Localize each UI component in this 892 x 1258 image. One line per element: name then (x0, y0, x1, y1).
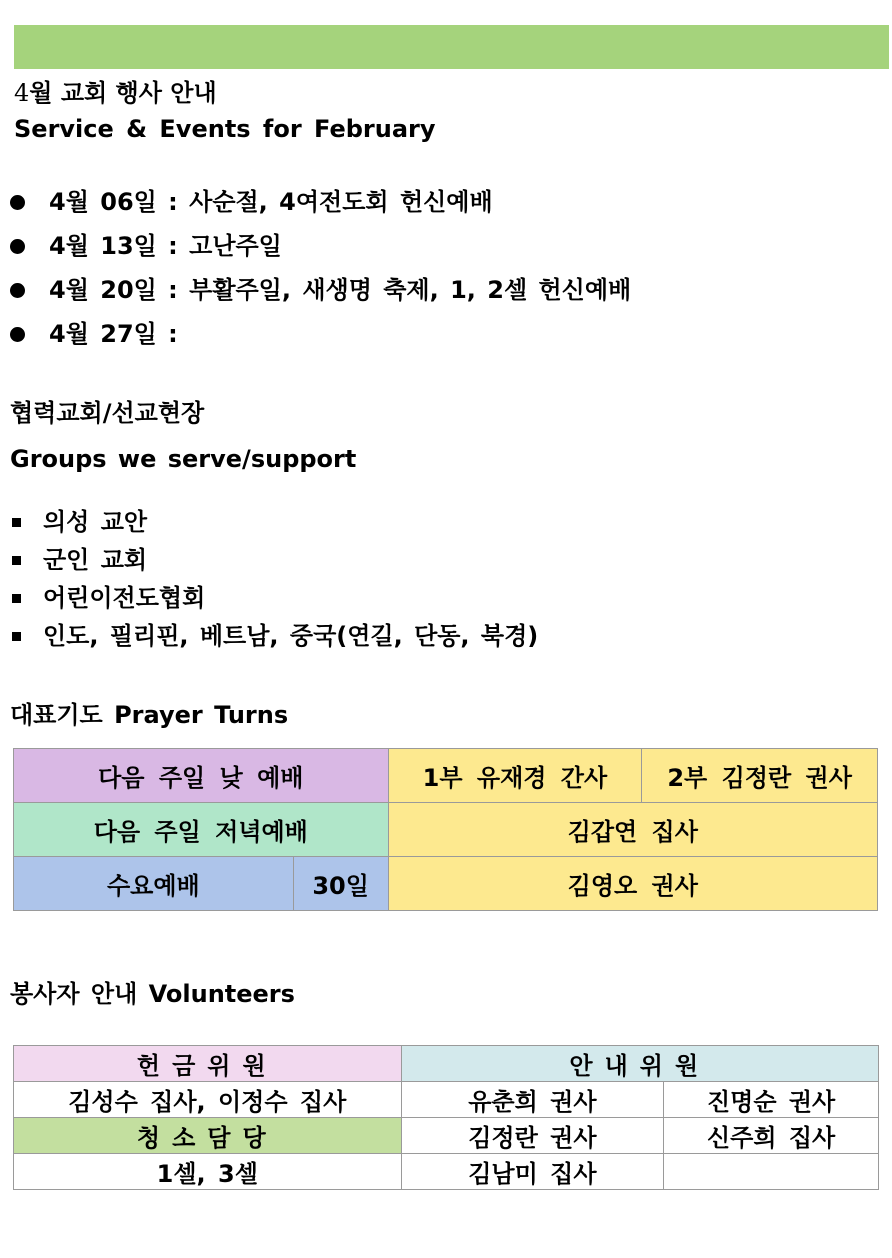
volunteers-title: 봉사자 안내 Volunteers (10, 980, 295, 1008)
group-text: 의성 교안 (43, 508, 148, 536)
square-bullet-icon (12, 556, 21, 565)
offering-names: 김성수 집사, 이정수 집사 (14, 1082, 402, 1118)
group-text: 인도, 필리핀, 베트남, 중국(연길, 단동, 북경) (43, 622, 539, 650)
usher-name: 김정란 권사 (401, 1118, 664, 1154)
groups-list (12, 503, 538, 655)
volunteers-table (13, 1045, 879, 1190)
table-row (14, 1046, 879, 1082)
table-row (14, 857, 878, 911)
event-item (10, 180, 631, 224)
top-color-bar (14, 25, 889, 69)
group-text: 군인 교회 (43, 546, 148, 574)
empty-cell (664, 1154, 879, 1190)
groups-title-english: Groups we serve/support (10, 445, 357, 473)
prayer-row1-label: 다음 주일 낮 예배 (14, 749, 389, 803)
table-row (14, 1154, 879, 1190)
event-text: 4월 13일 : 고난주일 (49, 232, 282, 260)
prayer-row2-name: 김갑연 집사 (388, 803, 877, 857)
usher-name: 김남미 집사 (401, 1154, 664, 1190)
table-row (14, 803, 878, 857)
bullet-icon (10, 239, 25, 254)
event-item (10, 312, 631, 356)
group-item (12, 579, 538, 617)
usher-name: 진명순 권사 (664, 1082, 879, 1118)
usher-header (401, 1046, 878, 1082)
event-text: 4월 20일 : 부활주일, 새생명 축제, 1, 2셀 헌신예배 (49, 276, 632, 304)
page-title-english: Service & Events for February (14, 115, 436, 143)
title-korean-text: 월 교회 행사 안내 (29, 79, 217, 107)
event-item (10, 268, 631, 312)
table-row (14, 1118, 879, 1154)
table-row (14, 749, 878, 803)
group-text: 어린이전도협회 (43, 584, 206, 612)
prayer-title: 대표기도 Prayer Turns (10, 701, 289, 729)
prayer-row2-label: 다음 주일 저녁예배 (14, 803, 389, 857)
cleaning-value: 1셀, 3셀 (14, 1154, 402, 1190)
square-bullet-icon (12, 594, 21, 603)
prayer-row3-name: 김영오 권사 (388, 857, 877, 911)
title-month-number: 4 (14, 79, 30, 107)
event-list (10, 180, 631, 356)
table-row (14, 1082, 879, 1118)
square-bullet-icon (12, 518, 21, 527)
cleaning-header (14, 1118, 402, 1154)
usher-header-text: 안내위원 (569, 1052, 711, 1080)
offering-header-text: 헌금위원 (136, 1052, 278, 1080)
groups-title-korean: 협력교회/선교현장 (10, 399, 205, 427)
event-text: 4월 06일 : 사순절, 4여전도회 헌신예배 (49, 188, 493, 216)
offering-header (14, 1046, 402, 1082)
group-item (12, 503, 538, 541)
usher-name: 유춘희 권사 (401, 1082, 664, 1118)
prayer-table (13, 748, 878, 911)
page-title-korean (14, 78, 217, 108)
bullet-icon (10, 195, 25, 210)
cleaning-header-text: 청소담당 (136, 1124, 278, 1152)
prayer-row3-date: 30일 (293, 857, 388, 911)
event-item (10, 224, 631, 268)
prayer-row1-second: 2부 김정란 권사 (642, 749, 878, 803)
usher-name: 신주희 집사 (664, 1118, 879, 1154)
group-item (12, 541, 538, 579)
prayer-row3-label: 수요예배 (14, 857, 294, 911)
prayer-row1-first: 1부 유재경 간사 (388, 749, 642, 803)
group-item (12, 617, 538, 655)
bullet-icon (10, 327, 25, 342)
square-bullet-icon (12, 632, 21, 641)
bullet-icon (10, 283, 25, 298)
event-text: 4월 27일 : (49, 320, 178, 348)
